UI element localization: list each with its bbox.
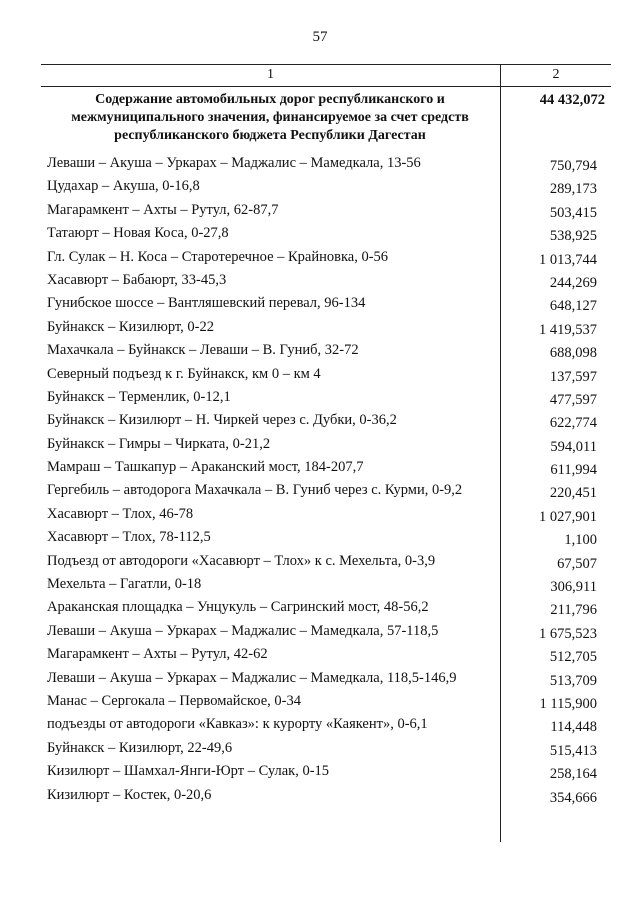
road-amount: 67,507	[557, 555, 597, 572]
road-name: Хасавюрт – Тлох, 46-78	[47, 505, 194, 522]
table-row	[41, 762, 611, 785]
road-amount: 1 675,523	[539, 625, 597, 642]
table-row	[41, 669, 611, 692]
road-name: Хасавюрт – Бабаюрт, 33-45,3	[47, 271, 227, 288]
table-row	[41, 388, 611, 411]
road-name: Северный подъезд к г. Буйнакск, км 0 – км 4	[47, 365, 321, 382]
table-row	[41, 318, 611, 341]
road-amount: 750,794	[549, 158, 597, 174]
road-amount: 220,451	[549, 485, 597, 502]
table-row	[41, 458, 611, 481]
road-amount: 258,164	[549, 766, 597, 783]
table-row	[41, 411, 611, 434]
road-amount: 477,597	[549, 391, 597, 408]
road-amount: 503,415	[549, 204, 597, 221]
road-amount: 1 419,537	[539, 321, 597, 338]
table-row	[41, 598, 611, 621]
road-amount: 244,269	[549, 274, 597, 291]
table-row	[41, 271, 611, 294]
road-name: Мехельта – Гагатли, 0-18	[47, 576, 202, 593]
road-amount: 114,448	[550, 719, 597, 736]
road-amount: 289,173	[549, 181, 597, 198]
table-row	[41, 154, 611, 177]
road-amount: 137,597	[549, 368, 597, 385]
road-amount: 515,413	[549, 742, 597, 759]
road-amount: 648,127	[549, 298, 597, 315]
road-amount: 594,011	[550, 438, 597, 455]
road-name: Леваши – Акуша – Уркарах – Маджалис – Мамедкала, 118,5-146,9	[47, 669, 457, 686]
road-name: Гергебиль – автодорога Махачкала – В. Гуниб через с. Курми, 0-9,2	[47, 482, 463, 499]
section-title-line: республиканского бюджета Республики Дагестан	[114, 128, 426, 143]
header-bottom-rule	[41, 86, 611, 87]
table-row	[41, 435, 611, 458]
road-amount: 306,911	[550, 579, 597, 596]
road-name: Подъезд от автодороги «Хасавюрт – Тлох» к с. Мехельта, 0-3,9	[47, 552, 436, 569]
road-name: Хасавюрт – Тлох, 78-112,5	[47, 529, 211, 546]
table-row	[41, 528, 611, 551]
page-number: 57	[312, 29, 328, 45]
table-row	[41, 622, 611, 645]
table-row	[41, 481, 611, 504]
road-name: Кизилюрт – Шамхал-Янги-Юрт – Сулак, 0-15	[47, 763, 330, 780]
road-amount: 1 027,901	[539, 508, 597, 525]
road-name: Цудахар – Акуша, 0-16,8	[47, 178, 200, 195]
table-row	[41, 786, 611, 809]
section-title	[45, 91, 495, 145]
budget-table	[41, 64, 611, 844]
column-header-1: 1	[267, 67, 274, 82]
road-amount: 611,994	[550, 462, 597, 479]
section-title-line: межмуниципального значения, финансируемое за счет средств	[71, 110, 469, 125]
table-row	[41, 365, 611, 388]
table-row	[41, 505, 611, 528]
road-name: Гл. Сулак – Н. Коса – Старотеречное – Крайновка, 0-56	[47, 248, 389, 265]
road-amount: 1 115,900	[539, 695, 597, 712]
road-name: подъезды от автодороги «Кавказ»: к курорту «Каякент», 0-6,1	[47, 716, 428, 733]
section-total: 44 432,072	[539, 92, 605, 108]
table-row	[41, 248, 611, 271]
road-name: Манас – Сергокала – Первомайское, 0-34	[47, 692, 301, 709]
table-row	[41, 645, 611, 668]
road-name: Леваши – Акуша – Уркарах – Маджалис – Мамедкала, 57-118,5	[47, 622, 439, 639]
road-name: Буйнакск – Кизилюрт, 22-49,6	[47, 739, 233, 756]
road-amount: 538,925	[549, 228, 597, 245]
road-name: Буйнакск – Кизилюрт, 0-22	[47, 318, 214, 335]
road-amount: 354,666	[549, 789, 597, 806]
road-name: Кизилюрт – Костек, 0-20,6	[47, 786, 212, 803]
road-name: Магарамкент – Ахты – Рутул, 42-62	[47, 646, 268, 663]
table-row	[41, 739, 611, 762]
road-amount: 1,100	[564, 532, 597, 549]
road-name: Гунибское шоссе – Вантляшевский перевал, 96-134	[47, 295, 366, 312]
table-rows	[41, 154, 611, 809]
table-row	[41, 575, 611, 598]
table-row	[41, 341, 611, 364]
road-amount: 211,796	[550, 602, 597, 619]
road-name: Араканская площадка – Унцукуль – Сагринский мост, 48-56,2	[47, 599, 429, 616]
table-row	[41, 692, 611, 715]
section-title-line: Содержание автомобильных дорог республиканского и	[95, 92, 445, 107]
table-row	[41, 201, 611, 224]
road-name: Татаюрт – Новая Коса, 0-27,8	[47, 225, 229, 242]
table-row	[41, 715, 611, 738]
road-amount: 688,098	[549, 345, 597, 362]
table-top-rule	[41, 64, 611, 65]
road-amount: 513,709	[549, 672, 597, 689]
road-name: Буйнакск – Кизилюрт – Н. Чиркей через с. Дубки, 0-36,2	[47, 412, 397, 429]
table-row	[41, 294, 611, 317]
table-row	[41, 552, 611, 575]
table-row	[41, 224, 611, 247]
road-name: Буйнакск – Гимры – Чирката, 0-21,2	[47, 435, 271, 452]
column-header-2: 2	[552, 67, 560, 82]
road-name: Леваши – Акуша – Уркарах – Маджалис – Мамедкала, 13-56	[47, 155, 421, 171]
road-name: Магарамкент – Ахты – Рутул, 62-87,7	[47, 201, 279, 218]
road-amount: 1 013,744	[539, 251, 597, 268]
road-name: Махачкала – Буйнакск – Леваши – В. Гуниб, 32-72	[47, 342, 359, 359]
table-row	[41, 177, 611, 200]
road-name: Мамраш – Ташкапур – Араканский мост, 184-207,7	[47, 459, 364, 476]
road-amount: 622,774	[549, 415, 597, 432]
road-name: Буйнакск – Терменлик, 0-12,1	[47, 388, 231, 405]
road-amount: 512,705	[549, 649, 597, 666]
